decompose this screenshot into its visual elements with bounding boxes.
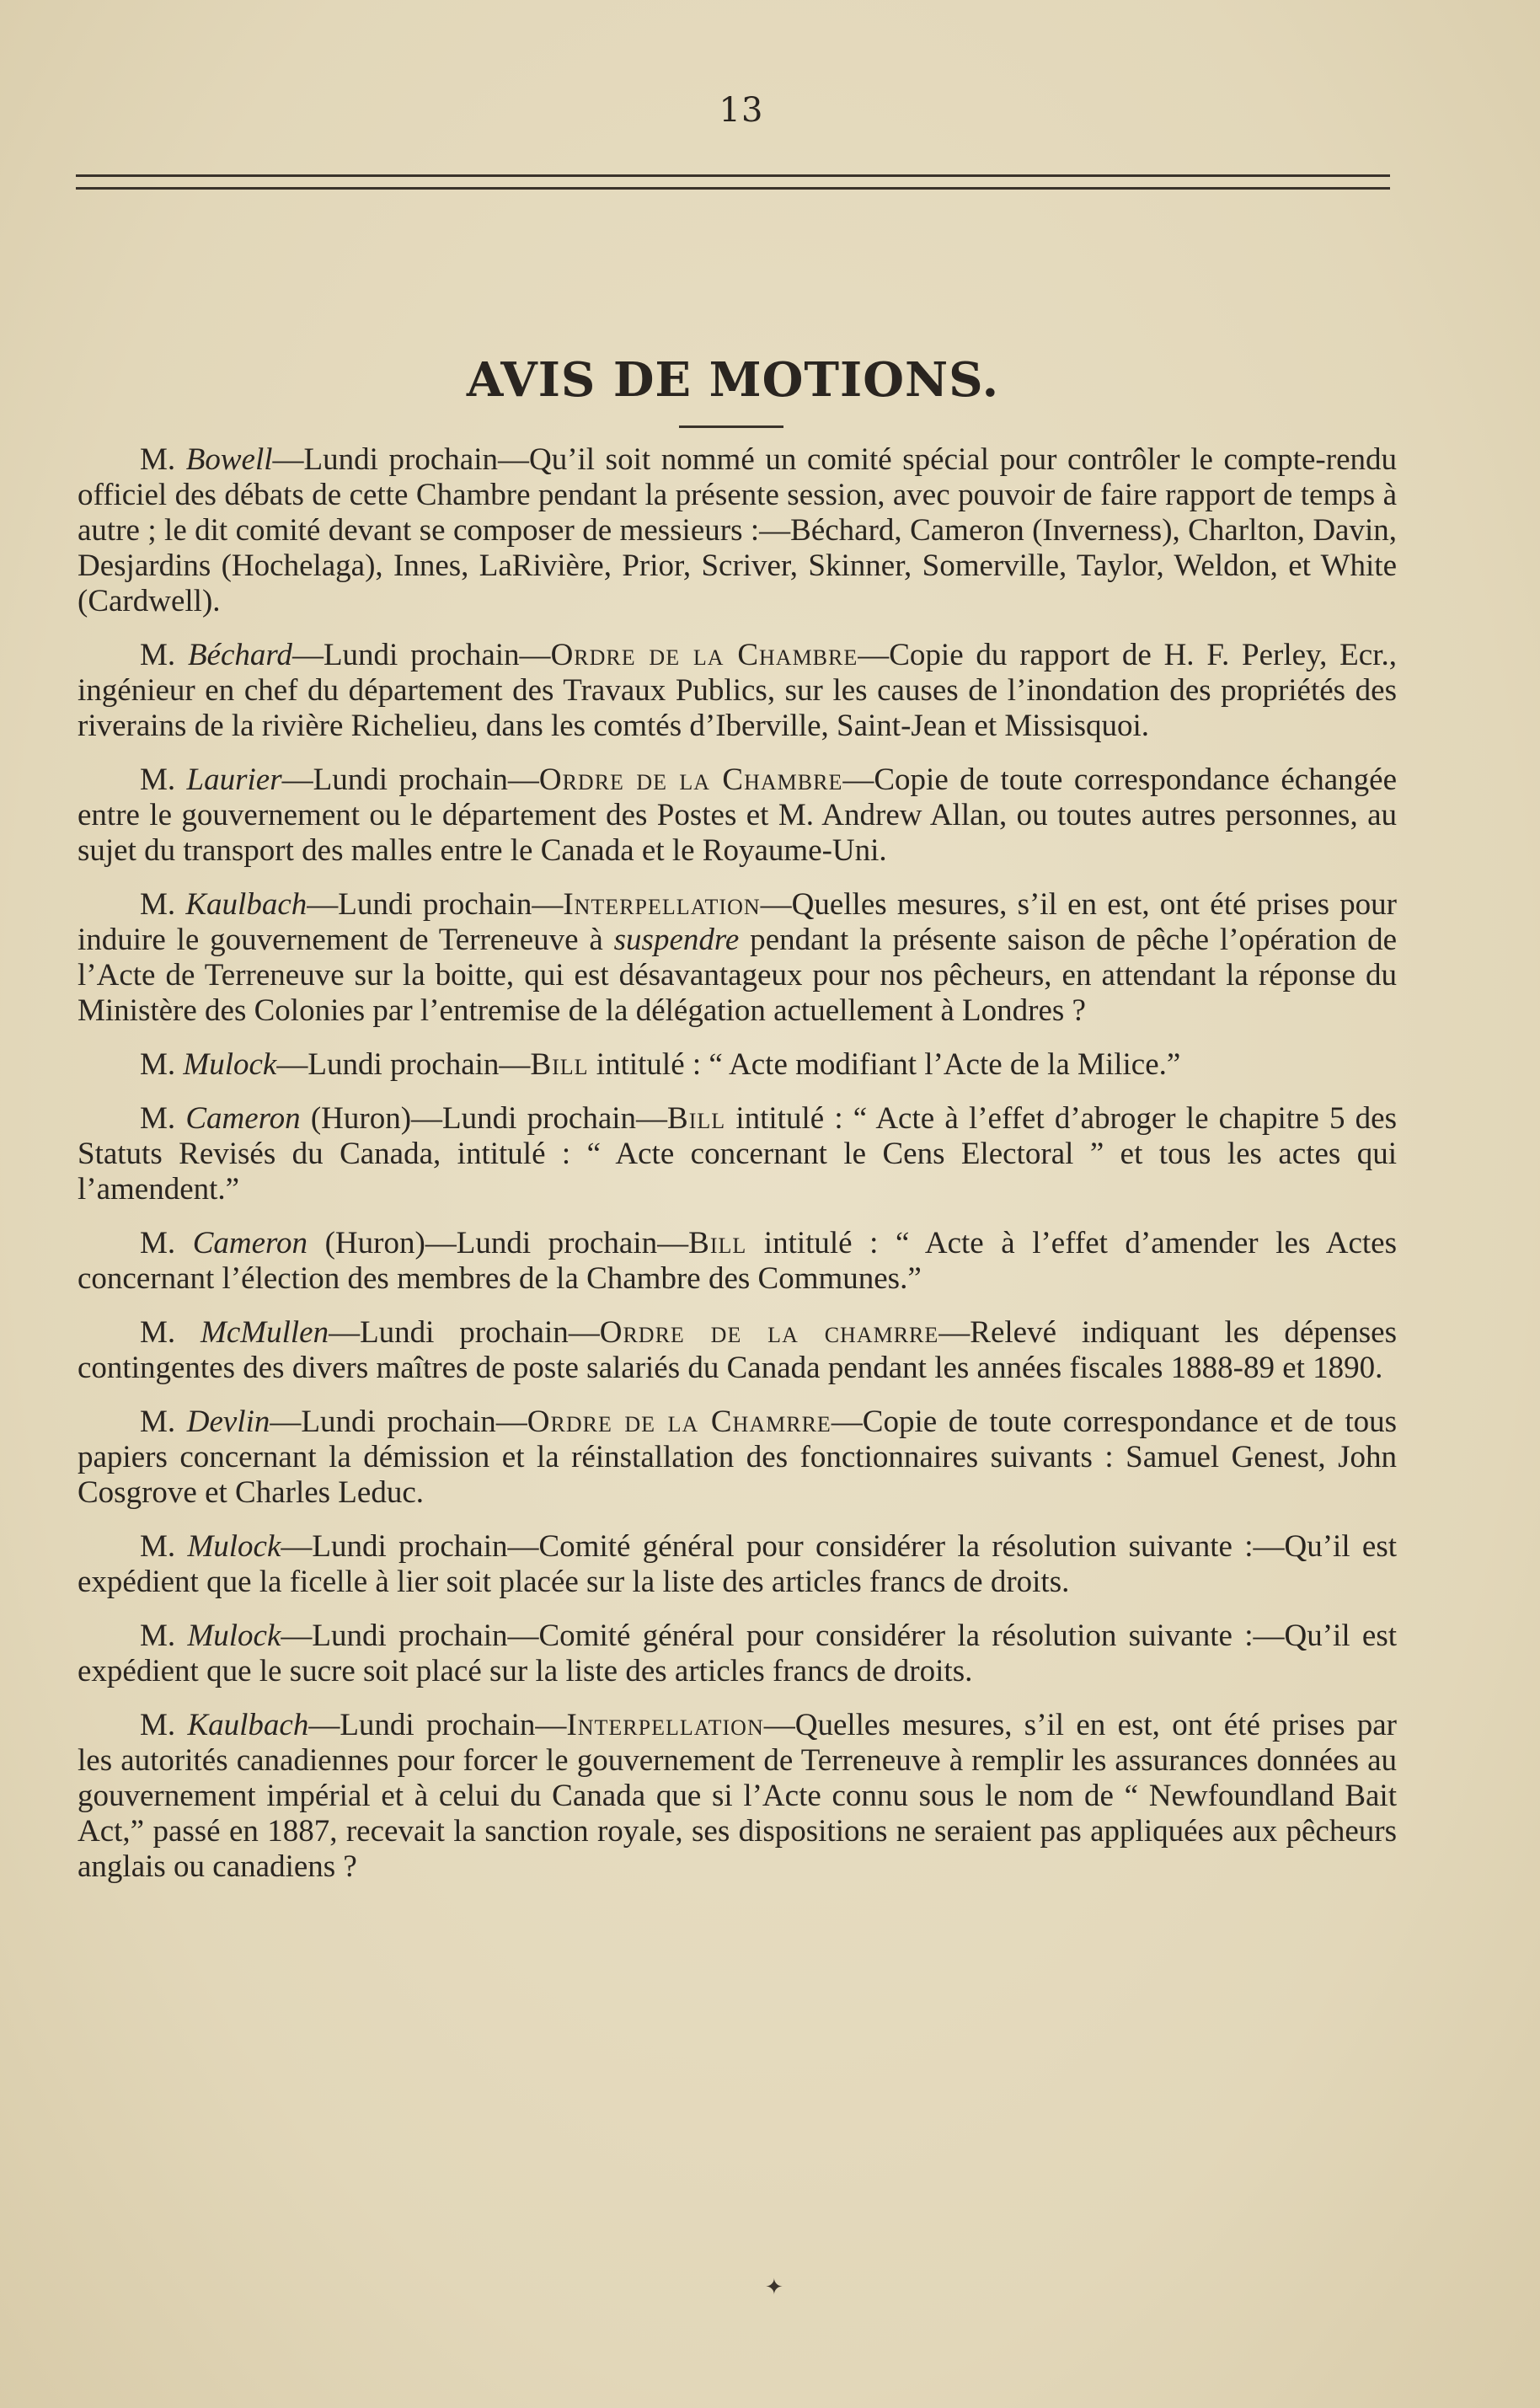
motion-paragraph [78, 763, 1397, 869]
motion-text: —Lundi prochain—Comité général pour considérer la résolution suivante :—Qu’il est expédient que le sucre soit placé sur la liste des articles francs de droits. [78, 1619, 1397, 1688]
motion-lead: —Lundi prochain— [270, 1405, 527, 1439]
motion-prefix: M. [140, 1315, 201, 1350]
motion-paragraph [78, 1708, 1397, 1885]
member-name: Bowell [185, 442, 273, 477]
motion-prefix: M. [140, 442, 186, 477]
motion-paragraph [78, 1315, 1397, 1386]
member-name: Mulock [187, 1529, 281, 1564]
motion-text: —Relevé indiquant les dépenses contingentes des divers maîtres de poste salariés du Canada pendant les années fiscales 1888-89 et 1890. [78, 1315, 1398, 1385]
motion-text: —Lundi prochain—Qu’il soit nommé un comité spécial pour contrôler le compte-rendu officiel des débats de cette Chambre pendant la présente session, avec pouvoir de faire rapport de temps à autre ; le dit comité devant se composer de messieurs :—Béchard, Cameron (Inverness), Charlton, Davin, Desjardins (Hochelaga), Innes, LaRivière, Prior, Scriver, Skinner, Somerville, Taylor, Weldon, et White (Cardwell). [78, 442, 1397, 618]
heading-underline [679, 425, 783, 428]
motion-text: intitulé : “ Acte à l’effet d’abroger le chapitre 5 des Statuts Revisés du Canada, intitulé : “ Acte concernant le Cens Electoral ” et tous les actes qui l’amendent.” [78, 1101, 1397, 1207]
emphasized-word: suspendre [613, 923, 740, 957]
motion-paragraph [78, 1047, 1397, 1083]
motion-text: pendant la présente saison de pêche l’opération de l’Acte de Terreneuve sur la boitte, qui est désavantageux pour nos pêcheurs, en attendant la réponse du Ministère des Colonies par l’entremise de la délégation actuellement à Londres ? [78, 923, 1397, 1028]
member-name: Béchard [187, 638, 292, 672]
motion-prefix: M. [140, 1405, 187, 1439]
motion-prefix: M. [140, 1101, 186, 1136]
page-number: 13 [719, 91, 764, 130]
motion-type: Ordre de la Chamrre [527, 1405, 831, 1439]
motion-type: Bill [688, 1226, 747, 1260]
motion-type: Interpellation [563, 887, 761, 922]
motion-prefix: M. [140, 1226, 193, 1260]
motion-type: Ordre de la chamrre [599, 1315, 939, 1350]
motion-paragraph [78, 1529, 1397, 1600]
motion-paragraph [78, 638, 1397, 744]
motion-prefix: M. [140, 887, 186, 922]
member-name: Mulock [187, 1619, 281, 1653]
motion-prefix: M. [140, 1708, 188, 1742]
motion-text: —Copie de toute correspondance échangée entre le gouvernement ou le département des Postes et M. Andrew Allan, ou toutes autres personnes, au sujet du transport des malles entre le Canada et le Royaume-Uni. [78, 763, 1397, 868]
motion-prefix: M. [140, 638, 188, 672]
motion-text: —Quelles mesures, s’il en est, ont été prises par les autorités canadiennes pour forcer le gouvernement de Terreneuve à remplir les assurances données au gouvernement impérial et à celui du Canada que si l’Acte connu sous le nom de “ Newfoundland Bait Act,” passé en 1887, recevait la sanction royale, ses dispositions ne seraient pas appliquées aux pêcheurs anglais ou canadiens ? [78, 1708, 1397, 1884]
header-rule-bottom [76, 187, 1390, 190]
motion-lead: —Lundi prochain— [276, 1047, 531, 1082]
header-rule-top [76, 174, 1390, 177]
motion-lead: —Lundi prochain— [307, 887, 564, 922]
member-name: Cameron [185, 1101, 301, 1136]
motion-text: —Copie de toute correspondance et de tous papiers concernant la démission et la réinstallation des fonctionnaires suivants : Samuel Genest, John Cosgrove et Charles Leduc. [78, 1405, 1397, 1510]
member-name: Devlin [186, 1405, 270, 1439]
motion-paragraph [78, 1619, 1397, 1689]
motion-paragraph [78, 1101, 1397, 1207]
motion-type: Ordre de la Chambre [550, 638, 858, 672]
motion-text: —Copie du rapport de H. F. Perley, Ecr., ingénieur en chef du département des Travaux Publics, sur les causes de l’inondation des propriétés des riverains de la rivière Richelieu, dans les comtés d’Iberville, Saint-Jean et Missisquoi. [78, 638, 1397, 743]
ink-mark-icon: ✦ [765, 2275, 783, 2300]
section-heading: AVIS DE MOTIONS. [466, 352, 1000, 408]
motion-type: Bill [530, 1047, 589, 1082]
motion-text: —Lundi prochain—Comité général pour considérer la résolution suivante :—Qu’il est expédient que la ficelle à lier soit placée sur la liste des articles francs de droits. [78, 1529, 1397, 1599]
motion-text: intitulé : “ Acte à l’effet d’amender les Actes concernant l’élection des membres de la Chambre des Communes.” [78, 1226, 1397, 1296]
member-name: McMullen [201, 1315, 329, 1350]
motion-lead: —Lundi prochain— [281, 763, 539, 797]
motions-body [78, 442, 1397, 1903]
member-name: Laurier [186, 763, 282, 797]
member-name: Cameron [192, 1226, 308, 1260]
motion-type: Interpellation [566, 1708, 764, 1742]
motion-prefix: M. [140, 1047, 184, 1082]
motion-paragraph [78, 1226, 1397, 1297]
motion-type: Bill [667, 1101, 726, 1136]
motion-lead: —Lundi prochain— [308, 1708, 567, 1742]
motion-lead: —Lundi prochain— [329, 1315, 600, 1350]
motion-text: intitulé : “ Acte modifiant l’Acte de la Milice.” [588, 1047, 1181, 1082]
member-name: Kaulbach [187, 1708, 309, 1742]
motion-lead: (Huron)—Lundi prochain— [307, 1226, 689, 1260]
motion-lead: (Huron)—Lundi prochain— [300, 1101, 668, 1136]
motion-lead: —Lundi prochain— [291, 638, 551, 672]
motion-paragraph [78, 887, 1397, 1029]
motion-paragraph [78, 442, 1397, 619]
motion-type: Ordre de la Chambre [538, 763, 843, 797]
motion-prefix: M. [140, 1619, 188, 1653]
member-name: Kaulbach [185, 887, 307, 922]
member-name: Mulock [183, 1047, 277, 1082]
motion-prefix: M. [140, 763, 187, 797]
motion-paragraph [78, 1405, 1397, 1511]
motion-text-part: —Quelles mesures, s’il en est, ont été prises pour induire le gouvernement de Terreneuve à [78, 887, 1398, 957]
motion-prefix: M. [140, 1529, 188, 1564]
